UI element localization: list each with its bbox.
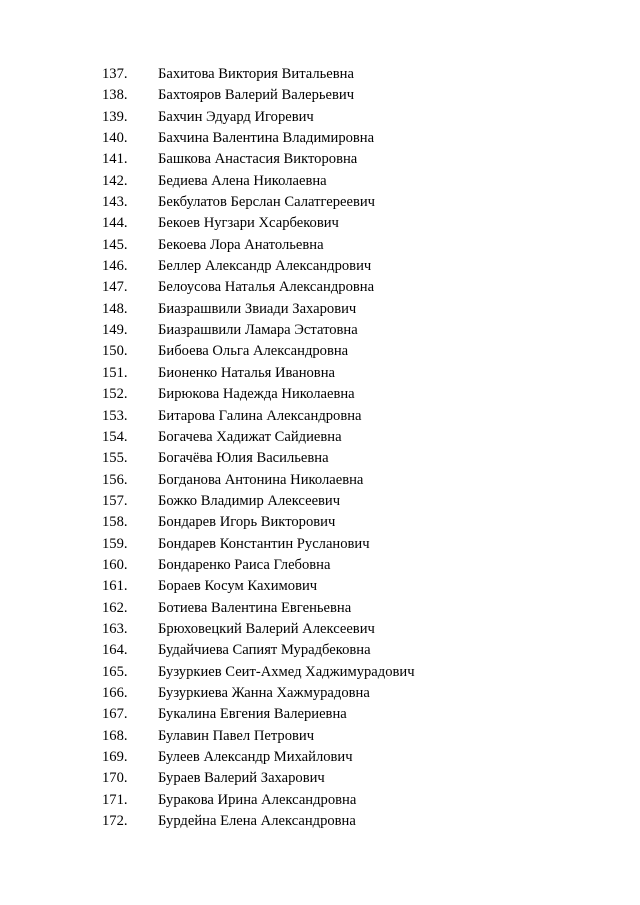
entry-name: Бурдейна Елена Александровна <box>158 813 356 830</box>
entry-number: 161. <box>102 578 128 595</box>
entry-number: 139. <box>102 108 128 125</box>
entry-number: 166. <box>102 684 128 701</box>
list-item <box>98 534 415 555</box>
entry-name: Ботиева Валентина Евгеньевна <box>158 599 352 616</box>
list-item <box>98 747 415 768</box>
entry-number: 168. <box>102 727 128 744</box>
list-item <box>98 256 415 277</box>
list-item <box>98 512 415 533</box>
name-list <box>98 64 415 832</box>
list-item <box>98 128 415 149</box>
list-item <box>98 277 415 298</box>
entry-name: Богачева Хадижат Сайдиевна <box>158 428 342 445</box>
entry-name: Булеев Александр Михайлович <box>158 749 353 765</box>
entry-number: 154. <box>102 428 128 445</box>
list-item <box>98 811 415 832</box>
entry-number: 160. <box>102 556 128 573</box>
entry-name: Бораев Косум Кахимович <box>158 578 318 595</box>
list-item <box>98 640 415 661</box>
entry-name: Букалина Евгения Валериевна <box>158 706 347 723</box>
list-item <box>98 598 415 619</box>
list-item <box>98 384 415 405</box>
entry-name: Белоусова Наталья Александровна <box>158 279 375 296</box>
entry-number: 137. <box>102 66 128 82</box>
list-item <box>98 662 415 683</box>
list-item <box>98 683 415 704</box>
entry-number: 141. <box>102 151 128 168</box>
entry-name: Бахчин Эдуард Игоревич <box>158 108 314 125</box>
entry-number: 164. <box>102 642 128 659</box>
list-item <box>98 235 415 256</box>
entry-name: Бахтояров Валерий Валерьевич <box>158 87 355 104</box>
list-item <box>98 619 415 640</box>
entry-number: 138. <box>102 87 128 104</box>
entry-name: Бахитова Виктория Витальевна <box>158 66 354 82</box>
entry-number: 144. <box>102 215 128 232</box>
entry-name: Беллер Александр Александрович <box>158 258 372 275</box>
entry-number: 149. <box>102 322 128 339</box>
entry-name: Бекбулатов Берслан Салатгереевич <box>158 194 376 211</box>
entry-name: Богачёва Юлия Васильевна <box>158 450 329 467</box>
list-item <box>98 406 415 427</box>
entry-number: 153. <box>102 407 128 424</box>
entry-name: Бионенко Наталья Ивановна <box>158 364 335 381</box>
entry-number: 143. <box>102 194 128 211</box>
list-item <box>98 448 415 469</box>
list-item <box>98 470 415 491</box>
entry-name: Буракова Ирина Александровна <box>158 791 357 808</box>
entry-number: 171. <box>102 791 128 808</box>
entry-name: Божко Владимир Алексеевич <box>158 492 341 509</box>
entry-name: Бекоев Нугзари Хсарбекович <box>158 215 339 232</box>
entry-name: Битарова Галина Александровна <box>158 407 362 424</box>
entry-number: 163. <box>102 620 128 637</box>
entry-name: Бахчина Валентина Владимировна <box>158 130 375 147</box>
entry-name: Бондарев Константин Русланович <box>158 535 370 552</box>
entry-number: 155. <box>102 450 128 467</box>
list-item <box>98 64 415 85</box>
entry-number: 147. <box>102 279 128 296</box>
entry-name: Башкова Анастасия Викторовна <box>158 151 358 168</box>
entry-name: Биазрашвили Звиади Захарович <box>158 300 357 317</box>
entry-number: 162. <box>102 599 128 616</box>
entry-number: 170. <box>102 770 128 787</box>
entry-number: 156. <box>102 471 128 488</box>
list-item <box>98 726 415 747</box>
entry-name: Богданова Антонина Николаевна <box>158 471 364 488</box>
entry-number: 169. <box>102 749 128 765</box>
list-item <box>98 192 415 213</box>
entry-number: 157. <box>102 492 128 509</box>
entry-name: Бузуркиева Жанна Хажмурадовна <box>158 684 370 701</box>
entry-name: Бузуркиев Сеит-Ахмед Хаджимурадович <box>158 663 415 680</box>
list-item <box>98 427 415 448</box>
entry-number: 172. <box>102 813 128 830</box>
entry-number: 148. <box>102 300 128 317</box>
entry-number: 159. <box>102 535 128 552</box>
list-item <box>98 555 415 576</box>
list-item <box>98 149 415 170</box>
list-item <box>98 341 415 362</box>
entry-number: 140. <box>102 130 128 147</box>
entry-name: Брюховецкий Валерий Алексеевич <box>158 620 375 637</box>
list-item <box>98 363 415 384</box>
list-item <box>98 768 415 789</box>
list-item <box>98 299 415 320</box>
entry-number: 151. <box>102 364 128 381</box>
entry-number: 145. <box>102 236 128 253</box>
entry-name: Бураев Валерий Захарович <box>158 770 325 787</box>
entry-name: Бедиева Алена Николаевна <box>158 172 327 189</box>
entry-number: 152. <box>102 386 128 403</box>
entry-name: Бирюкова Надежда Николаевна <box>158 386 355 403</box>
entry-name: Бибоева Ольга Александровна <box>158 343 349 360</box>
entry-name: Будайчиева Сапият Мурадбековна <box>158 642 371 659</box>
list-item <box>98 107 415 128</box>
list-item <box>98 704 415 725</box>
list-item <box>98 320 415 341</box>
entry-name: Бондарев Игорь Викторович <box>158 514 336 531</box>
entry-number: 165. <box>102 663 128 680</box>
list-item <box>98 576 415 597</box>
entry-number: 158. <box>102 514 128 531</box>
list-item <box>98 85 415 106</box>
entry-name: Булавин Павел Петрович <box>158 727 315 744</box>
list-item <box>98 491 415 512</box>
entry-number: 167. <box>102 706 128 723</box>
entry-number: 142. <box>102 172 128 189</box>
entry-number: 150. <box>102 343 128 360</box>
list-item <box>98 171 415 192</box>
entry-name: Бекоева Лора Анатольевна <box>158 236 324 253</box>
entry-name: Бондаренко Раиса Глебовна <box>158 556 331 573</box>
list-item <box>98 213 415 234</box>
entry-name: Биазрашвили Ламара Эстатовна <box>158 322 358 339</box>
entry-number: 146. <box>102 258 128 275</box>
list-item <box>98 790 415 811</box>
